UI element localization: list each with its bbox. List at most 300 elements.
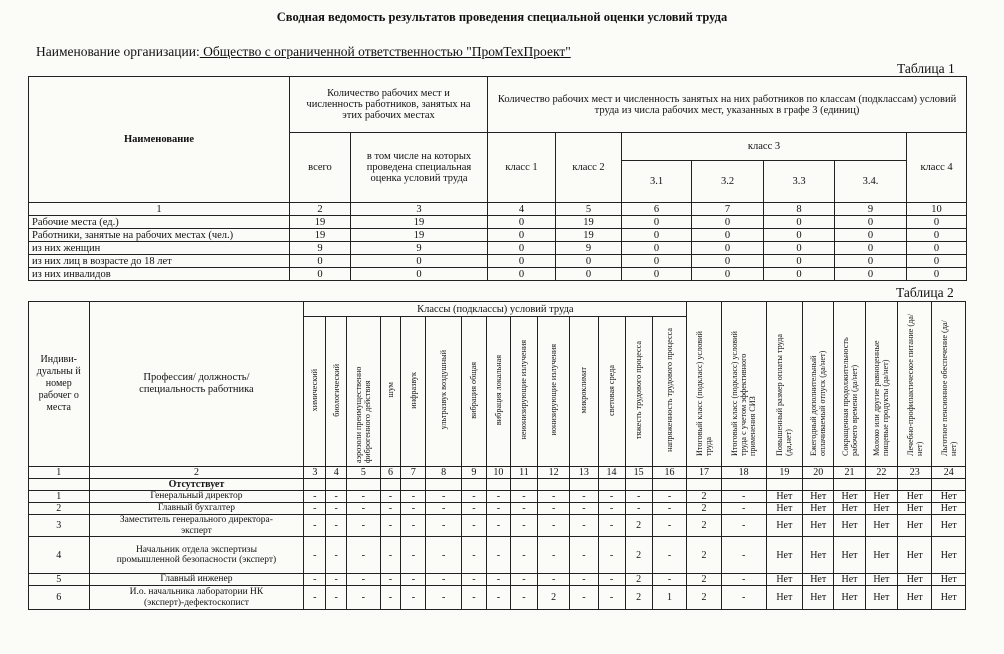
t2-header-extra-label: Льготное пенсионное обеспечение (да/нет) <box>939 319 958 456</box>
t2-column-number: 24 <box>932 467 966 479</box>
table-row <box>29 255 967 268</box>
t2-cell: - <box>347 537 380 574</box>
t2-cell: - <box>401 537 426 574</box>
t2-column-number: 12 <box>538 467 570 479</box>
t2-header-extra <box>865 302 897 467</box>
t2-header-factor-label: инфразвук <box>408 371 418 409</box>
t2-cell: Нет <box>803 574 834 586</box>
t2-cell: Нет <box>865 586 897 610</box>
t2-row-profession: Генеральный директор <box>89 491 304 503</box>
t2-cell: - <box>721 586 766 610</box>
t2-cell: - <box>538 537 570 574</box>
t2-cell: - <box>326 586 347 610</box>
t2-cell: - <box>598 586 625 610</box>
t2-cell: - <box>326 515 347 537</box>
t2-header-factor-label: аэрозоли преимущественно фиброгенного действия <box>354 366 373 463</box>
t2-cell: - <box>570 537 598 574</box>
t2-cell: 2 <box>538 586 570 610</box>
t2-header-factor <box>426 317 461 467</box>
t2-cell: Нет <box>803 491 834 503</box>
t1-row-label: Работники, занятые на рабочих местах (чел.) <box>29 229 290 242</box>
t2-cell: Нет <box>932 574 966 586</box>
t2-cell: - <box>510 574 537 586</box>
t2-column-number: 6 <box>380 467 401 479</box>
t1-cell: 0 <box>835 216 907 229</box>
t2-cell: - <box>426 537 461 574</box>
t2-cell <box>898 479 932 491</box>
table-row <box>29 491 966 503</box>
t2-cell: Нет <box>766 491 803 503</box>
t1-cell: 9 <box>351 242 488 255</box>
t2-cell: Нет <box>766 537 803 574</box>
table-row <box>29 574 966 586</box>
t2-header-factor <box>380 317 401 467</box>
t2-cell <box>598 479 625 491</box>
t2-cell: Нет <box>898 515 932 537</box>
t1-cell: 0 <box>622 242 692 255</box>
t2-cell: Нет <box>932 515 966 537</box>
t2-cell: - <box>461 586 486 610</box>
t1-cell: 0 <box>692 242 764 255</box>
t2-cell <box>401 479 426 491</box>
t2-header-extra-label: Лечебно-профилактическое питание (да/нет) <box>905 313 924 456</box>
t2-cell: - <box>721 503 766 515</box>
t2-cell: - <box>652 491 687 503</box>
table1-label: Таблица 1 <box>897 61 955 76</box>
t1-cell: 0 <box>290 268 351 281</box>
t2-cell <box>29 479 90 491</box>
t2-cell: - <box>347 491 380 503</box>
t1-row-label: из них женщин <box>29 242 290 255</box>
t2-cell <box>687 479 721 491</box>
t2-header-factor <box>598 317 625 467</box>
t2-row-id: 1 <box>29 491 90 503</box>
t1-cell: 0 <box>907 242 967 255</box>
t1-cell: 0 <box>692 216 764 229</box>
t2-cell: - <box>304 574 326 586</box>
t2-cell: Нет <box>932 503 966 515</box>
t1-cell: 0 <box>351 255 488 268</box>
t2-row-profession: Начальник отдела экспертизы промышленной безопасности (эксперт) <box>89 537 304 574</box>
t2-cell: 2 <box>687 574 721 586</box>
t2-cell: - <box>347 574 380 586</box>
t2-cell: Нет <box>803 515 834 537</box>
t2-header-extra-label: Итоговый класс (подкласс) условий труда с учетом эффективного применения СИЗ <box>730 330 758 456</box>
t2-cell: - <box>721 574 766 586</box>
t1-cell: 0 <box>622 268 692 281</box>
t2-cell: Нет <box>932 586 966 610</box>
t1-column-number: 3 <box>351 203 488 216</box>
t2-column-number: 16 <box>652 467 687 479</box>
t2-cell <box>570 479 598 491</box>
t2-column-number: 10 <box>486 467 510 479</box>
t2-cell: - <box>347 515 380 537</box>
t2-cell: 2 <box>625 537 652 574</box>
t2-row-id: 2 <box>29 503 90 515</box>
t2-header-factor-label: напряженность трудового процесса <box>665 328 675 452</box>
t1-cell: 19 <box>351 229 488 242</box>
t1-cell: 0 <box>290 255 351 268</box>
t1-cell: 0 <box>556 255 622 268</box>
t2-header-factor <box>304 317 326 467</box>
t2-cell: Нет <box>766 515 803 537</box>
t2-cell <box>486 479 510 491</box>
t2-cell: - <box>380 574 401 586</box>
t2-cell <box>932 479 966 491</box>
t2-cell: - <box>721 491 766 503</box>
t2-cell: - <box>461 503 486 515</box>
t2-header-extra <box>687 302 721 467</box>
t2-cell: 2 <box>687 537 721 574</box>
t2-column-number: 22 <box>865 467 897 479</box>
t2-cell: - <box>401 515 426 537</box>
t2-row-id: 4 <box>29 537 90 574</box>
t2-header-factor-label: ионизирующие излучения <box>549 344 559 436</box>
t2-cell <box>380 479 401 491</box>
t1-header-name: Наименование <box>29 77 290 203</box>
t1-cell: 0 <box>622 216 692 229</box>
t2-cell <box>304 479 326 491</box>
t2-section-label: Отсутствует <box>89 479 304 491</box>
t2-cell: - <box>401 586 426 610</box>
t1-column-number: 7 <box>692 203 764 216</box>
t2-header-factor-label: вибрация локальная <box>493 354 503 426</box>
t2-column-number: 5 <box>347 467 380 479</box>
organization-line <box>36 44 571 60</box>
t2-cell: 2 <box>687 586 721 610</box>
organization-name: Общество с ограниченной ответственностью "ПромТехПроект" <box>199 44 571 59</box>
t1-cell: 19 <box>290 216 351 229</box>
t2-cell: - <box>304 515 326 537</box>
t2-cell: - <box>380 515 401 537</box>
t2-cell: - <box>510 586 537 610</box>
t2-row-id: 5 <box>29 574 90 586</box>
t1-header-total: всего <box>290 133 351 203</box>
t2-column-number: 11 <box>510 467 537 479</box>
t2-header-factor-label: световая среда <box>607 364 617 416</box>
t2-column-number: 1 <box>29 467 90 479</box>
t2-column-number: 9 <box>461 467 486 479</box>
t1-header-sub: 3.1 <box>622 161 692 203</box>
t2-cell: - <box>426 491 461 503</box>
t1-cell: 0 <box>907 268 967 281</box>
t2-cell: - <box>426 586 461 610</box>
t2-cell: - <box>347 503 380 515</box>
t2-cell: Нет <box>932 537 966 574</box>
document-title: Сводная ведомость результатов проведения специальной оценки условий труда <box>276 10 728 24</box>
t2-column-number: 21 <box>834 467 865 479</box>
t2-row-profession: Главный инженер <box>89 574 304 586</box>
t2-cell <box>766 479 803 491</box>
t2-cell: - <box>721 515 766 537</box>
t2-cell: 1 <box>652 586 687 610</box>
table-row <box>29 537 966 574</box>
t2-cell: Нет <box>834 515 865 537</box>
t2-cell <box>347 479 380 491</box>
t1-column-number: 1 <box>29 203 290 216</box>
t1-cell: 0 <box>622 255 692 268</box>
table2-label: Таблица 2 <box>896 285 954 300</box>
t1-cell: 0 <box>764 242 835 255</box>
t2-header-extra-label: Молоко или другие равноценные пищевые продукты (да/нет) <box>872 340 891 456</box>
t2-column-number: 7 <box>401 467 426 479</box>
t1-cell: 19 <box>290 229 351 242</box>
t1-column-number: 9 <box>835 203 907 216</box>
table-row <box>29 515 966 537</box>
t2-cell: 2 <box>687 491 721 503</box>
t2-cell <box>538 479 570 491</box>
t2-cell: Нет <box>803 586 834 610</box>
t2-cell: 2 <box>625 515 652 537</box>
t2-cell: - <box>625 491 652 503</box>
t2-column-number: 4 <box>326 467 347 479</box>
t2-header-factor <box>625 317 652 467</box>
t1-cell: 0 <box>488 242 556 255</box>
t1-cell: 0 <box>764 268 835 281</box>
t2-cell: Нет <box>803 537 834 574</box>
t2-column-number: 3 <box>304 467 326 479</box>
t2-cell: - <box>652 515 687 537</box>
t2-header-extra <box>803 302 834 467</box>
t2-header-factor-label: вибрация общая <box>469 361 479 419</box>
t2-column-number: 23 <box>898 467 932 479</box>
table2-workplaces <box>28 301 966 610</box>
t2-cell: - <box>486 586 510 610</box>
t2-cell: - <box>426 515 461 537</box>
t2-cell <box>721 479 766 491</box>
t2-cell: - <box>401 574 426 586</box>
t2-cell: - <box>380 503 401 515</box>
t1-header-count-group: Количество рабочих мест и численность работников, занятых на этих рабочих местах <box>290 77 488 133</box>
t2-cell: - <box>326 574 347 586</box>
t2-column-number: 8 <box>426 467 461 479</box>
t2-cell: - <box>652 574 687 586</box>
t2-cell <box>461 479 486 491</box>
t2-cell: - <box>570 515 598 537</box>
t1-cell: 0 <box>692 255 764 268</box>
t2-cell: Нет <box>865 515 897 537</box>
t2-cell: - <box>326 503 347 515</box>
t2-cell: - <box>538 491 570 503</box>
t2-header-extra-label: Ежегодный дополнительный оплачиваемый отпуск (да/нет) <box>809 350 828 456</box>
t1-cell: 0 <box>488 268 556 281</box>
t1-cell: 0 <box>764 255 835 268</box>
t1-header-sub: 3.2 <box>692 161 764 203</box>
t1-column-number: 6 <box>622 203 692 216</box>
t2-cell: - <box>486 515 510 537</box>
t1-column-number: 10 <box>907 203 967 216</box>
t2-cell: - <box>401 491 426 503</box>
t2-header-factor-label: шум <box>385 382 395 398</box>
t1-header-sub: 3.4. <box>835 161 907 203</box>
t2-column-number: 17 <box>687 467 721 479</box>
t2-cell: - <box>510 503 537 515</box>
t2-cell: - <box>538 574 570 586</box>
t2-cell: - <box>510 491 537 503</box>
t2-cell: Нет <box>766 586 803 610</box>
t2-cell: - <box>570 503 598 515</box>
t1-header-class1: класс 1 <box>488 133 556 203</box>
t2-cell: - <box>486 503 510 515</box>
table-row <box>29 229 967 242</box>
t2-cell <box>803 479 834 491</box>
t2-header-factor <box>570 317 598 467</box>
t2-header-extra <box>898 302 932 467</box>
t1-cell: 9 <box>556 242 622 255</box>
t1-cell: 0 <box>692 268 764 281</box>
t2-cell: Нет <box>898 574 932 586</box>
t2-cell: - <box>570 574 598 586</box>
t2-cell <box>510 479 537 491</box>
t2-cell: - <box>304 491 326 503</box>
t2-column-number: 14 <box>598 467 625 479</box>
t2-header-factor <box>347 317 380 467</box>
t2-cell: - <box>380 586 401 610</box>
t2-header-factor <box>486 317 510 467</box>
t2-header-factor-label: тяжесть трудового процесса <box>634 340 644 440</box>
t2-cell: - <box>461 491 486 503</box>
t2-cell: - <box>426 574 461 586</box>
t2-cell: - <box>598 503 625 515</box>
t2-column-number: 18 <box>721 467 766 479</box>
t1-cell: 0 <box>907 229 967 242</box>
t1-cell: 0 <box>835 268 907 281</box>
t2-cell: - <box>326 491 347 503</box>
t2-header-extra-label: Итоговый класс (подкласс) условий труда <box>695 330 714 456</box>
t2-cell: - <box>721 537 766 574</box>
t1-cell: 0 <box>556 268 622 281</box>
t2-cell: Нет <box>803 503 834 515</box>
table-row <box>29 242 967 255</box>
t2-cell: - <box>598 491 625 503</box>
t2-cell: Нет <box>834 491 865 503</box>
t2-column-number: 13 <box>570 467 598 479</box>
t1-header-class3: класс 3 <box>622 133 907 161</box>
t2-cell: - <box>461 537 486 574</box>
t2-column-numbers <box>29 467 966 479</box>
t2-cell: - <box>510 537 537 574</box>
t1-cell: 0 <box>764 229 835 242</box>
t2-header-classes-group: Классы (подклассы) условий труда <box>304 302 687 317</box>
t2-cell <box>326 479 347 491</box>
t2-cell: Нет <box>898 586 932 610</box>
t2-header-extra <box>766 302 803 467</box>
t2-header-id: Индиви-дуальны й номер рабочег о места <box>29 302 90 467</box>
table-row <box>29 268 967 281</box>
t2-cell: - <box>538 515 570 537</box>
t1-column-numbers <box>29 203 967 216</box>
t1-header-sub: 3.3 <box>764 161 835 203</box>
table1-summary <box>28 76 967 281</box>
t1-cell: 0 <box>764 216 835 229</box>
t2-cell: - <box>347 586 380 610</box>
t2-header-factor <box>326 317 347 467</box>
t2-cell: - <box>426 503 461 515</box>
t1-header-class4: класс 4 <box>907 133 967 203</box>
t2-cell: - <box>304 537 326 574</box>
t2-cell: Нет <box>834 537 865 574</box>
t2-header-extra <box>834 302 865 467</box>
table-row <box>29 586 966 610</box>
t1-column-number: 5 <box>556 203 622 216</box>
t2-header-factor <box>652 317 687 467</box>
t2-cell: - <box>380 491 401 503</box>
t2-cell: Нет <box>898 491 932 503</box>
t1-cell: 0 <box>835 255 907 268</box>
t2-cell: Нет <box>766 574 803 586</box>
t2-column-number: 15 <box>625 467 652 479</box>
t1-header-class2: класс 2 <box>556 133 622 203</box>
t2-row-profession: Главный бухгалтер <box>89 503 304 515</box>
t2-header-extra-label: Сокращенная продолжительность рабочего времени (да/нет) <box>840 336 859 456</box>
t2-header-factor-label: неионизирующие излучения <box>519 340 529 440</box>
t2-cell <box>652 479 687 491</box>
t2-cell <box>625 479 652 491</box>
t1-cell: 0 <box>488 216 556 229</box>
t2-cell <box>865 479 897 491</box>
t2-header-factor <box>401 317 426 467</box>
t2-cell: - <box>304 586 326 610</box>
t2-header-factor <box>461 317 486 467</box>
t2-header-factor-label: биологический <box>331 363 341 417</box>
t1-header-classes-group: Количество рабочих мест и численность занятых на них работников по классам (подклассам) условий труда из числа рабочих мест, указанных в графе 3 (единиц) <box>488 77 967 133</box>
t1-cell: 0 <box>622 229 692 242</box>
t2-cell: Нет <box>865 491 897 503</box>
t2-cell: - <box>570 586 598 610</box>
t1-cell: 19 <box>351 216 488 229</box>
t2-cell: - <box>326 537 347 574</box>
t2-cell <box>426 479 461 491</box>
t1-row-label: из них лиц в возрасте до 18 лет <box>29 255 290 268</box>
t2-cell: Нет <box>865 503 897 515</box>
t1-cell: 0 <box>835 242 907 255</box>
t2-cell: Нет <box>766 503 803 515</box>
t2-cell: - <box>486 537 510 574</box>
t2-column-number: 2 <box>89 467 304 479</box>
t2-header-factor-label: микроклимат <box>579 366 589 414</box>
t1-column-number: 8 <box>764 203 835 216</box>
t1-cell: 0 <box>351 268 488 281</box>
t1-cell: 0 <box>907 255 967 268</box>
t1-cell: 19 <box>556 229 622 242</box>
t2-cell: - <box>570 491 598 503</box>
t2-row-profession: Заместитель генерального директора-эксперт <box>89 515 304 537</box>
t2-cell: - <box>538 503 570 515</box>
t1-cell: 0 <box>488 229 556 242</box>
t1-cell: 0 <box>488 255 556 268</box>
t2-header-factor <box>538 317 570 467</box>
t2-cell: Нет <box>834 574 865 586</box>
t2-cell: - <box>598 574 625 586</box>
organization-label: Наименование организации: <box>36 44 200 59</box>
t1-column-number: 4 <box>488 203 556 216</box>
t1-column-number: 2 <box>290 203 351 216</box>
t2-row-profession: И.о. начальника лаборатории НК (эксперт)-дефектоскопист <box>89 586 304 610</box>
t2-cell: - <box>380 537 401 574</box>
t2-cell: 2 <box>625 574 652 586</box>
t2-header-extra <box>721 302 766 467</box>
t2-cell: 2 <box>687 515 721 537</box>
t2-header-profession: Профессия/ должность/ специальность работника <box>89 302 304 467</box>
t2-row-id: 6 <box>29 586 90 610</box>
t1-header-assessed: в том числе на которых проведена специальная оценка условий труда <box>351 133 488 203</box>
t2-cell: Нет <box>932 491 966 503</box>
table-row <box>29 503 966 515</box>
t2-header-extra <box>932 302 966 467</box>
t1-cell: 0 <box>835 229 907 242</box>
t1-cell: 0 <box>692 229 764 242</box>
t2-cell: - <box>625 503 652 515</box>
